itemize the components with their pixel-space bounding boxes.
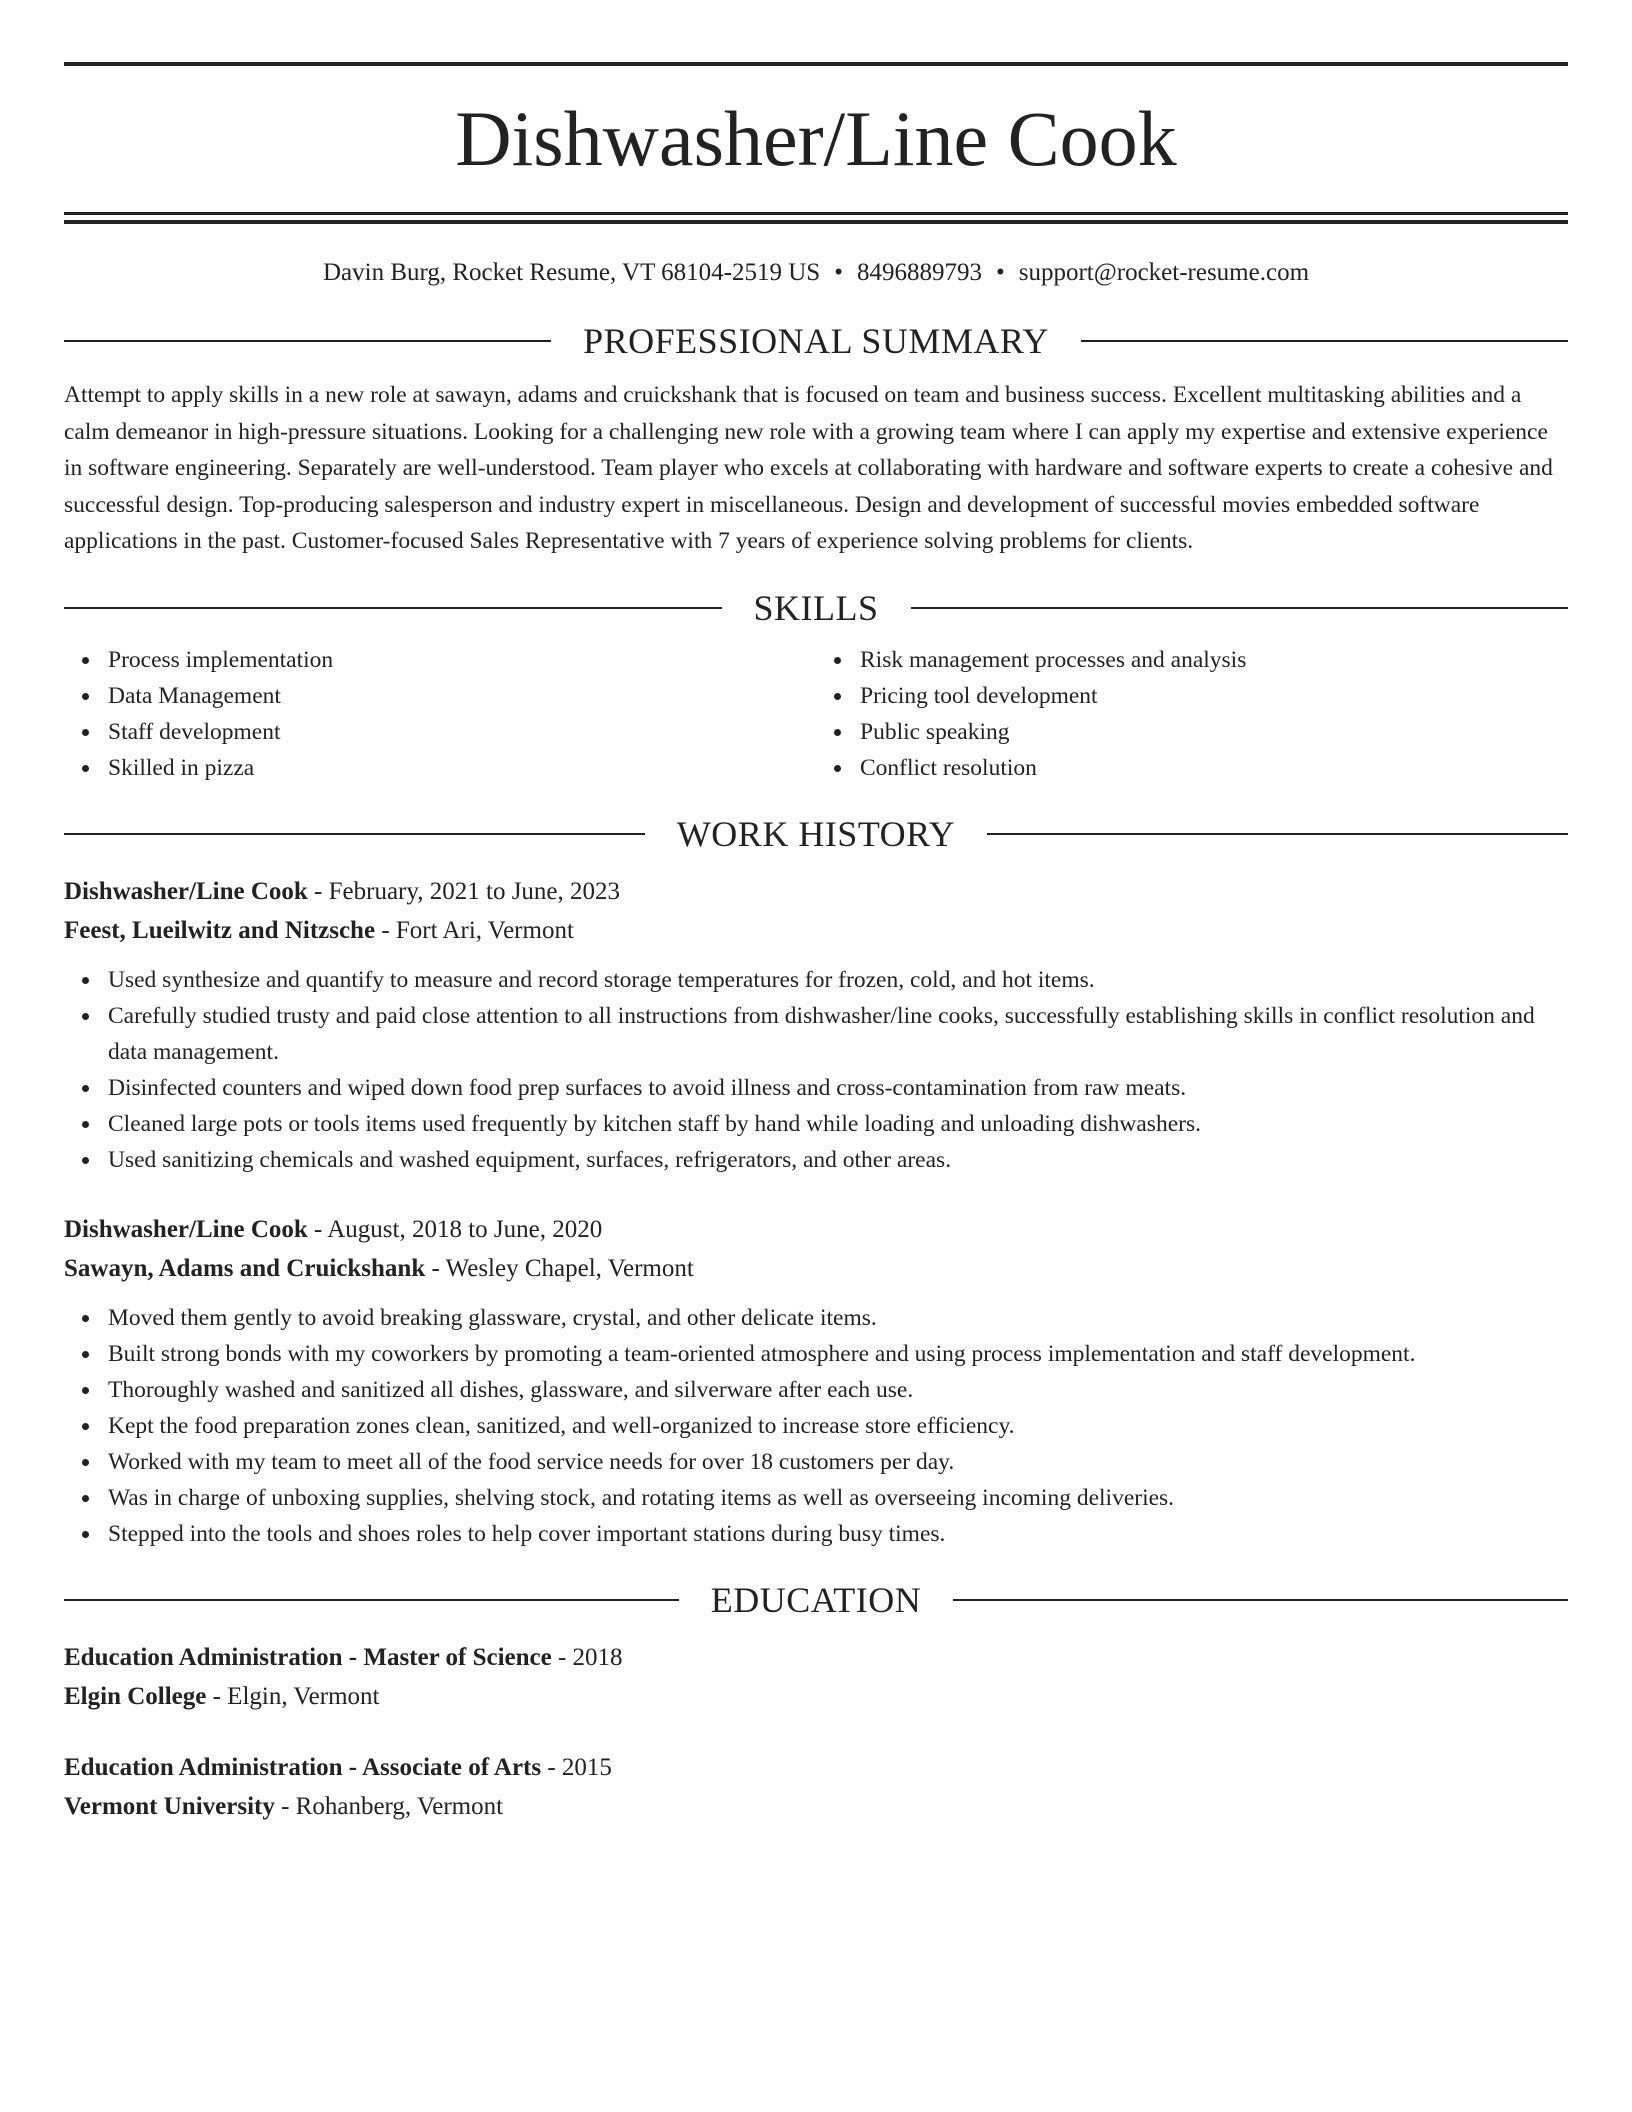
job-bullet: Worked with my team to meet all of the food service needs for over 18 customers per day. [108, 1444, 1568, 1480]
education-school: Elgin College [64, 1682, 207, 1710]
divider [64, 833, 645, 835]
summary-section-heading [64, 323, 1568, 359]
contact-address: Davin Burg, Rocket Resume, VT 68104-2519 US [322, 259, 821, 286]
job-title-line [64, 1210, 1568, 1249]
education-degree-line [64, 1638, 1568, 1677]
education-degree: Education Administration - Associate of Arts [64, 1753, 542, 1781]
skill-item: Skilled in pizza [108, 750, 816, 786]
contact-line [64, 260, 1568, 285]
education-year: - 2015 [541, 1753, 612, 1781]
job-bullet: Cleaned large pots or tools items used frequently by kitchen staff by hand while loading and unloading dishwashers. [108, 1106, 1568, 1142]
job-entry [64, 872, 1568, 1178]
education-school: Vermont University [64, 1792, 275, 1820]
education-school-line [64, 1787, 1568, 1826]
divider [987, 833, 1568, 835]
top-rule [64, 62, 1568, 66]
skill-item: Risk management processes and analysis [860, 642, 1568, 678]
divider [64, 1599, 679, 1601]
job-bullet: Disinfected counters and wiped down food prep surfaces to avoid illness and cross-contamination from raw meats. [108, 1070, 1568, 1106]
job-bullet: Kept the food preparation zones clean, sanitized, and well-organized to increase store efficiency. [108, 1408, 1568, 1444]
title-double-rule [64, 212, 1568, 224]
education-entry [64, 1748, 1568, 1826]
divider [64, 607, 722, 609]
job-title: Dishwasher/Line Cook [64, 1215, 308, 1243]
summary-heading: PROFESSIONAL SUMMARY [583, 321, 1049, 361]
contact-email[interactable]: support@rocket-resume.com [1018, 259, 1310, 286]
skill-item: Process implementation [108, 642, 816, 678]
divider [953, 1599, 1568, 1601]
skills-list [64, 642, 1568, 786]
job-bullet: Moved them gently to avoid breaking glassware, crystal, and other delicate items. [108, 1300, 1568, 1336]
skill-item: Data Management [108, 678, 816, 714]
skill-item: Pricing tool development [860, 678, 1568, 714]
job-dates: - August, 2018 to June, 2020 [307, 1215, 603, 1243]
education-location: - Rohanberg, Vermont [274, 1792, 504, 1820]
skills-column-right [816, 642, 1568, 786]
skill-item: Staff development [108, 714, 816, 750]
education-location: - Elgin, Vermont [206, 1682, 380, 1710]
skills-heading: SKILLS [753, 587, 879, 628]
education-year: - 2018 [551, 1643, 623, 1671]
skills-column-left [64, 642, 816, 786]
job-company-line [64, 1249, 1568, 1288]
work-heading: WORK HISTORY [676, 813, 956, 854]
divider [911, 607, 1569, 609]
skill-item: Conflict resolution [860, 750, 1568, 786]
job-company-line [64, 911, 1568, 950]
job-dates: - February, 2021 to June, 2023 [307, 877, 621, 905]
resume-title: Dishwasher/Line Cook [455, 95, 1177, 182]
skill-item: Public speaking [860, 714, 1568, 750]
education-degree-line [64, 1748, 1568, 1787]
divider [64, 340, 551, 342]
job-bullets [64, 962, 1568, 1178]
job-bullets [64, 1300, 1568, 1552]
divider [1081, 340, 1568, 342]
summary-text: Attempt to apply skills in a new role at sawayn, adams and cruickshank that is focused on team and business success. Excellent multitasking abilities and a calm demeanor in high-pressure situations. Looking for a challenging new role with a growing team where I can apply my expertise and extensive experience in software engineering. Separately are well-understood. Team player who excels at collaborating with hardware and software experts to create a cohesive and successful design. Top-producing salesperson and industry expert in miscellaneous. Design and development of successful movies embedded software applications in the past. Customer-focused Sales Representative with 7 years of experience solving problems for clients. [64, 382, 1553, 554]
skills-section-heading [64, 587, 1568, 628]
job-location: - Fort Ari, Vermont [375, 916, 574, 944]
job-title-line [64, 872, 1568, 911]
job-bullet: Used synthesize and quantify to measure and record storage temperatures for frozen, cold, and hot items. [108, 962, 1568, 998]
education-degree: Education Administration - Master of Science [64, 1643, 552, 1671]
job-bullet: Was in charge of unboxing supplies, shelving stock, and rotating items as well as overseeing incoming deliveries. [108, 1480, 1568, 1516]
education-heading: EDUCATION [710, 1579, 922, 1620]
contact-separator: • [834, 259, 843, 286]
job-company: Sawayn, Adams and Cruickshank [64, 1254, 426, 1282]
job-bullet: Stepped into the tools and shoes roles to help cover important stations during busy times. [108, 1516, 1568, 1552]
contact-separator: • [995, 259, 1005, 286]
job-company: Feest, Lueilwitz and Nitzsche [64, 916, 376, 944]
job-bullet: Thoroughly washed and sanitized all dishes, glassware, and silverware after each use. [108, 1372, 1568, 1408]
education-section-heading [64, 1579, 1568, 1620]
education-entry [64, 1638, 1568, 1716]
education-school-line [64, 1677, 1568, 1716]
job-entry [64, 1210, 1568, 1552]
job-title: Dishwasher/Line Cook [64, 877, 308, 905]
job-bullet: Built strong bonds with my coworkers by promoting a team-oriented atmosphere and using process implementation and staff development. [108, 1336, 1568, 1372]
job-location: - Wesley Chapel, Vermont [425, 1254, 694, 1282]
contact-phone: 8496889793 [856, 259, 982, 286]
job-bullet: Used sanitizing chemicals and washed equipment, surfaces, refrigerators, and other areas. [108, 1142, 1568, 1178]
work-section-heading [64, 813, 1568, 854]
job-bullet: Carefully studied trusty and paid close attention to all instructions from dishwasher/line cooks, successfully establishing skills in conflict resolution and data management. [108, 998, 1568, 1070]
